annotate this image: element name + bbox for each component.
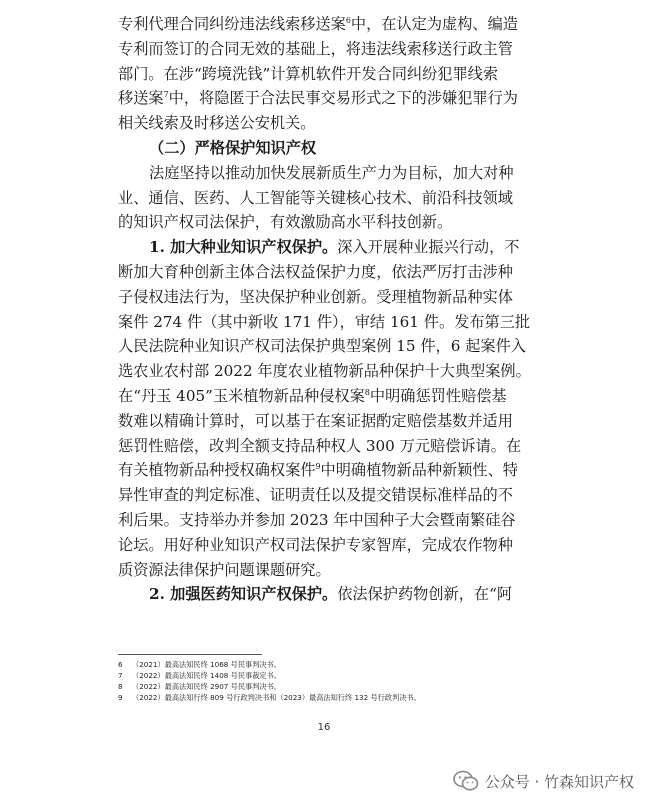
- footnote-text: （2021）最高法知民终 1068 号民事判决书。: [132, 660, 281, 669]
- footnote-divider: [118, 654, 262, 655]
- paragraph-line: 数难以精确计算时，可以基于在案证据酌定赔偿基数并适用: [118, 411, 513, 430]
- paragraph-line: [118, 384, 548, 409]
- paragraph-line: [118, 86, 548, 111]
- paragraph-line: 专利而签订的合同无效的基础上，将违法线索移送行政主管: [118, 39, 513, 58]
- paragraph-line: 论坛。用好种业知识产权司法保护专家智库，完成农作物种: [118, 535, 513, 554]
- paragraph-line: 业、通信、医药、人工智能等关键核心技术、前沿科技领域: [118, 188, 513, 207]
- page-number: 16: [317, 722, 331, 733]
- paragraph-line: 惩罚性赔偿，改判全额支持品种权人 300 万元赔偿诉请。在: [118, 436, 522, 455]
- subsection-title: 2. 加强医药知识产权保护。: [149, 585, 338, 604]
- paragraph-line: 相关线索及时移送公安机关。: [118, 114, 316, 133]
- footnote-number: 9: [118, 693, 123, 702]
- paragraph-line: 选农业农村部 2022 年度农业植物新品种保护十大典型案例。: [118, 362, 531, 381]
- subsection-title: 1. 加大种业知识产权保护。: [149, 238, 338, 257]
- text-run: 在“丹玉 405”玉米植物新品种侵权案: [118, 386, 365, 405]
- paragraph-line: 案件 274 件（其中新收 171 件），审结 161 件。发布第三批: [118, 312, 531, 331]
- footnote: [118, 659, 548, 670]
- text-run: 依法保护药物创新，在“阿: [337, 585, 513, 604]
- text-run: 中，将隐匿于合法民事交易形式之下的涉嫌犯罪行为: [168, 89, 518, 108]
- footnote-number: 6: [118, 660, 123, 669]
- paragraph-line: 部门。在涉“跨境洗钱”计算机软件开发合同纠纷犯罪线索: [118, 64, 499, 83]
- footnote-marker[interactable]: 8: [364, 387, 370, 397]
- paragraph-line: 人民法院种业知识产权司法保护典型案例 15 件，6 起案件入: [118, 337, 526, 356]
- footnote-text: （2022）最高法知民终 1408 号民事裁定书。: [132, 671, 281, 680]
- text-run: 中明确惩罚性赔偿基: [369, 386, 507, 405]
- footnote-marker[interactable]: 7: [163, 90, 169, 100]
- paragraph-line: 利后果。支持举办并参加 2023 年中国种子大会暨南繁硅谷: [118, 510, 516, 529]
- paragraph-line: 法庭坚持以推动加快发展新质生产力为目标，加大对种: [149, 163, 514, 182]
- footnote: [118, 692, 548, 703]
- footnote-text: （2022）最高法知行终 809 号行政判决书和（2023）最高法知行终 132 号行政判决书。: [132, 693, 421, 702]
- text-run: 深入开展种业振兴行动，不: [337, 238, 520, 257]
- body-text: [118, 12, 548, 607]
- text-run: 中明确植物新品种新颖性、特: [320, 461, 518, 480]
- wechat-icon: [453, 770, 479, 792]
- watermark-text: 公众号 · 竹森知识产权: [484, 772, 634, 791]
- footnotes: [118, 654, 548, 703]
- paragraph-line: 的知识产权司法保护，有效激励高水平科技创新。: [118, 213, 453, 232]
- section-heading: （二）严格保护知识产权: [149, 138, 317, 157]
- footnote-number: 7: [118, 671, 123, 680]
- text-run: 移送案: [118, 89, 164, 108]
- footnote: [118, 681, 548, 692]
- text-run: 有关植物新品种授权确权案件: [118, 461, 316, 480]
- watermark: [453, 768, 634, 794]
- paragraph-line: [118, 235, 548, 260]
- paragraph-line: 异性审查的判定标准、证明责任以及提交错误标准样品的不: [118, 486, 513, 505]
- footnote: [118, 670, 548, 681]
- text-run: 专利代理合同纠纷违法线索移送案: [118, 15, 346, 33]
- footnote-text: （2022）最高法知民终 2907 号民事判决书。: [132, 682, 281, 691]
- paragraph-line: 质资源法律保护问题课题研究。: [118, 560, 331, 579]
- paragraph-line: 子侵权违法行为，坚决保护种业创新。受理植物新品种实体: [118, 287, 513, 306]
- paragraph-line: [118, 12, 548, 37]
- paragraph-line: [118, 458, 548, 483]
- text-run: 中，在认定为虚构、编造: [350, 15, 518, 33]
- footnote-marker[interactable]: 9: [315, 462, 321, 472]
- paragraph-line: [118, 582, 548, 607]
- paragraph-line: 断加大育种创新主体合法权益保护力度，依法严厉打击涉种: [118, 262, 513, 281]
- footnote-marker[interactable]: 6: [345, 16, 351, 25]
- footnote-number: 8: [118, 682, 123, 691]
